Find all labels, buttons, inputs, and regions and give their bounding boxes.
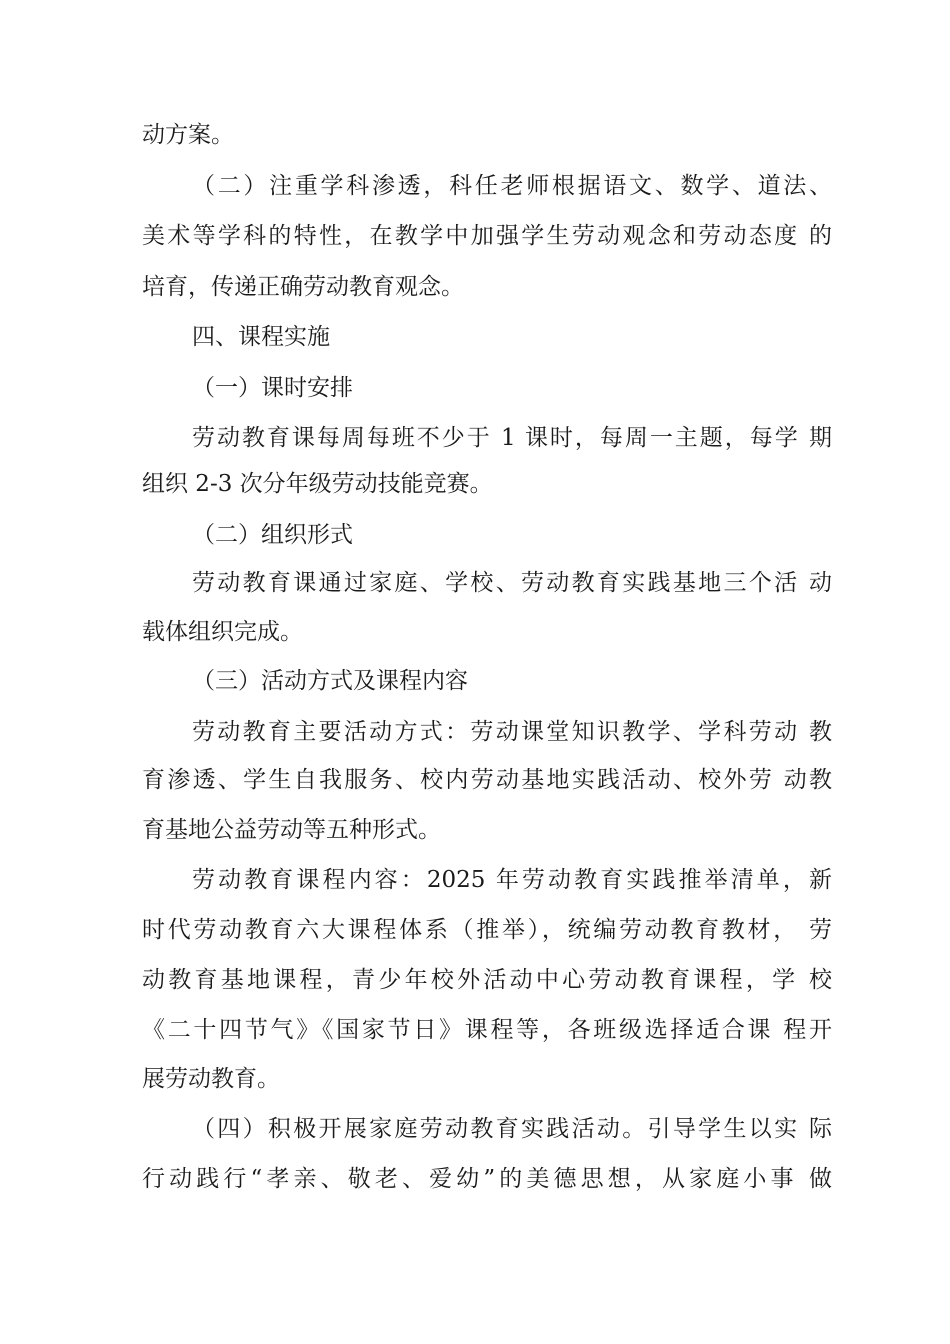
subsection-heading: （一）课时安排 [192,375,353,401]
text-line: 培育，传递正确劳动教育观念。 [142,274,464,300]
text-line: 行动践行“孝亲、敬老、爱幼”的美德思想，从家庭小事 做 [142,1166,832,1192]
text-line: 《二十四节气》《国家节日》课程等，各班级选择适合课 程开 [142,1017,832,1043]
text-line: 动教育基地课程，青少年校外活动中心劳动教育课程，学 校 [142,967,832,993]
text-line: 美术等学科的特性，在教学中加强学生劳动观念和劳动态度 的 [142,223,832,249]
subsection-heading: （二）组织形式 [192,522,353,548]
subsection-heading: （三）活动方式及课程内容 [192,668,468,694]
text-line: （二）注重学科渗透，科任老师根据语文、数学、道法、 [192,173,832,199]
text-line: 组织 2-3 次分年级劳动技能竞赛。 [142,471,493,497]
text-line: 载体组织完成。 [142,619,303,645]
text-line: 动方案。 [142,122,234,148]
text-line: 劳动教育课每周每班不少于 1 课时，每周一主题，每学 期 [192,425,832,451]
text-line: 育渗透、学生自我服务、校内劳动基地实践活动、校外劳 动教 [142,767,832,793]
text-line: 劳动教育课通过家庭、学校、劳动教育实践基地三个活 动 [192,570,832,596]
section-heading: 四、课程实施 [192,324,330,350]
text-line: 展劳动教育。 [142,1066,280,1092]
text-line: （四）积极开展家庭劳动教育实践活动。引导学生以实 际 [192,1116,832,1142]
text-line: 时代劳动教育六大课程体系（推举），统编劳动教育教材， 劳 [142,917,832,943]
text-line: 劳动教育主要活动方式：劳动课堂知识教学、学科劳动 教 [192,719,832,745]
text-line: 育基地公益劳动等五种形式。 [142,817,441,843]
text-line: 劳动教育课程内容：2025 年劳动教育实践推举清单，新 [192,867,832,893]
